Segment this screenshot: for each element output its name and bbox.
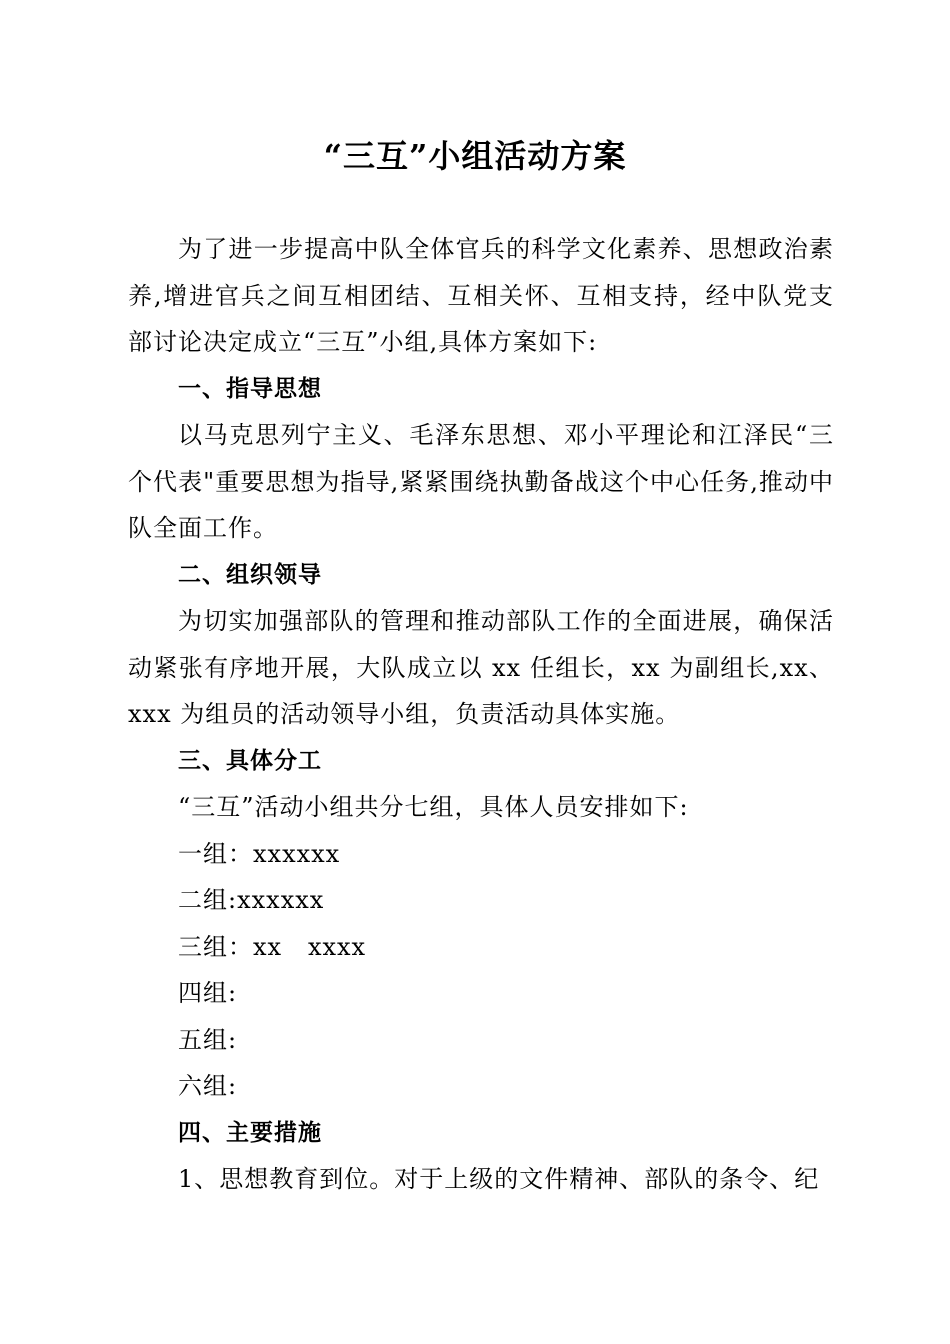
section-text-division-of-labor: “三互”活动小组共分七组，具体人员安排如下: (178, 793, 689, 821)
intro-paragraph: 为了进一步提高中队全体官兵的科学文化素养、思想政治素养,增进官兵之间互相团结、互相关怀、互相支持，经中队党支部讨论决定成立“三互”小组,具体方案如下: (128, 235, 834, 356)
group-item: 二组:xxxxxx (178, 886, 325, 914)
section-text-organization: 为切实加强部队的管理和推动部队工作的全面进展，确保活动紧张有序地开展，大队成立以 xx 任组长，xx 为副组长,xx、xxx 为组员的活动领导小组，负责活动具体实施。 (128, 607, 834, 728)
group-item: 四组: (178, 979, 238, 1007)
group-item: 五组: (178, 1025, 238, 1054)
section-heading-organization: 二、组织领导 (178, 561, 322, 588)
section-text-main-measures: 1、思想教育到位。对于上级的文件精神、部队的条令、纪 (178, 1165, 820, 1193)
group-item: 六组: (178, 1072, 238, 1100)
group-item: 一组：xxxxxx (178, 839, 341, 868)
section-heading-division-of-labor: 三、具体分工 (178, 747, 322, 774)
section-heading-guiding-ideology: 一、指导思想 (178, 375, 322, 402)
document-title: “三互”小组活动方案 (323, 137, 627, 175)
document-body (128, 226, 834, 1203)
section-text-guiding-ideology: 以马克思列宁主义、毛泽东思想、邓小平理论和江泽民“三个代表"重要思想为指导,紧紧围绕执勤备战这个中心任务,推动中队全面工作。 (128, 421, 834, 542)
group-item: 三组：xx xxxx (178, 932, 367, 961)
section-heading-main-measures: 四、主要措施 (178, 1119, 322, 1146)
